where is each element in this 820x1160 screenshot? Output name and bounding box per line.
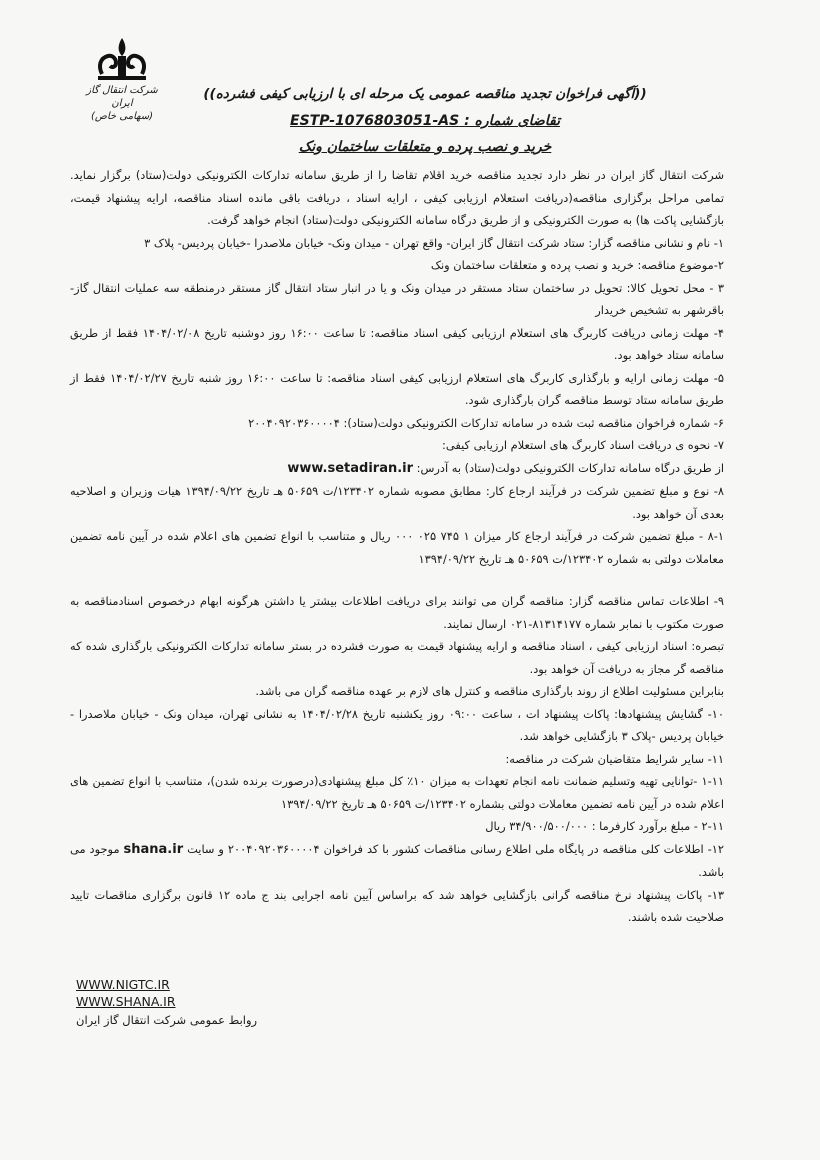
spacer [70, 570, 724, 590]
tender-subject: خرید و نصب پرده و متعلقات ساختمان ونک [298, 139, 552, 155]
item-9: ۹- اطلاعات تماس مناقصه گزار: مناقصه گران می توانند برای دریافت اطلاعات بیشتر یا داشتن هرگونه ابهام درخصوص اسنادمناقصه به صورت مکتوب با نمابر شماره ۸۱۳۱۴۱۷۷-۰۲۱ ارسال نمایند. [70, 594, 724, 631]
footer [76, 976, 257, 1029]
notice-body [70, 164, 724, 929]
item-3: ۳ - محل تحویل کالا: تحویل در ساختمان ستاد مستقر در میدان ونک و یا در انبار ستاد انتقال گاز مستقر درمنطقه سه عملیات انتقال گاز-باقرشهر به تشخیص خریدار [70, 280, 724, 317]
item-12 [70, 838, 724, 884]
request-code: ESTP-1076803051-AS [290, 113, 460, 129]
shana-link[interactable]: WWW.SHANA.IR [76, 994, 176, 1009]
intro-paragraph: شرکت انتقال گاز ایران در نظر دارد تجدید مناقصه خرید اقلام تقاضا را از طریق سامانه تدارکات الکترونیکی دولت(ستاد) برگزار نماید. تمامی مراحل برگزاری مناقصه(دریافت استعلام ارزیابی کیفی ، ارایه اسناد ، دریافت باقی مانده اسناد مناقصه، ارایه پیشنهاد قیمت، بازگشایی پاکت ها) به صورت الکترونیکی و از طریق درگاه سامانه الکترونیکی دولت(ستاد) انجام خواهد گرفت. [70, 168, 724, 227]
item-8-1: ۸-۱ - مبلغ تضمین شرکت در فرآیند ارجاع کار میزان ۱ ۷۴۵ ۰۲۵ ۰۰۰ ریال و متناسب با انواع تضمین های اعلام شده در آیین نامه تضمین معاملات دولتی به شماره ۱۲۳۴۰۲/ت ۵۰۶۵۹ هـ تاریخ ۱۳۹۴/۰۹/۲۲ [70, 529, 724, 566]
item-12-text: ۱۲- اطلاعات کلی مناقصه در پایگاه ملی اطلاع رسانی مناقصات کشور با کد فراخوان ۲۰۰۴۰۹۲۰۳۶۰۰۰۰۴ و سایت [187, 841, 724, 856]
item-11-2: ۲-۱۱ - مبلغ برآورد کارفرما : ۳۴/۹۰۰/۵۰۰/۰۰۰ ریال [485, 819, 724, 833]
logo-company-text: شرکت انتقال گاز ایران [86, 85, 158, 109]
item-5: ۵- مهلت زمانی ارایه و بارگذاری کاربرگ های استعلام ارزیابی کیفی اسناد مناقصه: تا ساعت ۱۶:۰۰ روز شنبه تاریخ ۱۴۰۴/۰۲/۲۷ فقط از طریق سامانه ستاد توسط مناقصه گران بارگذاری شود. [70, 370, 724, 407]
item-2: ۲-موضوع مناقصه: خرید و نصب پرده و متعلقات ساختمان ونک [430, 258, 724, 272]
item-10: ۱۰- گشایش پیشنهادها: پاکات پیشنهاد ات ، ساعت ۰۹:۰۰ روز یکشنبه تاریخ ۱۴۰۴/۰۲/۲۸ به نشانی تهران، میدان ونک - خیابان ملاصدرا - خیابان پردیس -پلاک ۳ بازگشایی خواهد شد. [70, 706, 724, 743]
request-label: تقاضای شماره : [464, 113, 560, 129]
item-1: ۱- نام و نشانی مناقصه گزار: ستاد شرکت انتقال گاز ایران- واقع تهران - میدان ونک- خیابان ملاصدرا -خیابان پردیس- پلاک ۳ [144, 235, 724, 250]
item-7-setad-line [70, 457, 724, 481]
item-8: ۸- نوع و مبلغ تضمین شرکت در فرآیند ارجاع کار: مطابق مصوبه شماره ۱۲۳۴۰۲/ت ۵۰۶۵۹ هـ تاریخ ۱۳۹۴/۰۹/۲۲ هیات وزیران و اصلاحیه بعدی آن خواهد بود. [70, 484, 725, 521]
item-7: ۷- نحوه ی دریافت اسناد کاربرگ های استعلام ارزیابی کیفی: [442, 438, 724, 452]
company-logo [82, 36, 162, 123]
item-4: ۴- مهلت زمانی دریافت کاربرگ های استعلام ارزیابی کیفی اسناد مناقصه: تا ساعت ۱۶:۰۰ روز دوشنبه تاریخ ۱۴۰۴/۰۲/۰۸ فقط از طریق سامانه ستاد خواهد بود. [70, 325, 724, 362]
item-11: ۱۱- سایر شرایط متقاضیان شرکت در مناقصه: [505, 751, 724, 766]
item-12-tail: موجود می باشد. [70, 841, 724, 879]
responsibility-paragraph: بنابراین مسئولیت اطلاع از روند بارگذاری مناقصه و کنترل های لازم بر عهده مناقصه گران می باشد. [255, 684, 724, 698]
item-11-1: ۱-۱۱ -توانایی تهیه وتسلیم ضمانت نامه انجام تعهدات به میزان ۱۰٪ کل مبلغ پیشنهادی(درصورت برنده شدن)، متناسب با انواع تضمین های اعلام شده در آیین نامه تضمین معاملات دولتی بشماره ۱۲۳۴۰۲/ت ۵۰۶۵۹ هـ تاریخ ۱۳۹۴/۰۹/۲۲ [70, 774, 724, 811]
public-relations-signature: روابط عمومی شرکت انتقال گاز ایران [76, 1013, 258, 1027]
item-6: ۶- شماره فراخوان مناقصه ثبت شده در سامانه تدارکات الکترونیکی دولت(ستاد): ۲۰۰۴۰۹۲۰۳۶۰۰۰۰۴ [248, 415, 724, 430]
shana-url-link[interactable]: shana.ir [123, 841, 184, 857]
notice-title: ((آگهی فراخوان تجدید مناقصه عمومی یک مرحله ای با ارزیابی کیفی فشرده)) [203, 86, 647, 102]
setad-url-link[interactable]: www.setadiran.ir [287, 460, 414, 476]
item-13: ۱۳- پاکات پیشنهاد نرخ مناقصه گرانی بازگشایی خواهد شد که براساس آیین نامه اجرایی بند ج ماده ۱۲ قانون برگزاری مناقصات تایید صلاحیت شده باشند. [70, 887, 724, 924]
setad-line-text: از طریق درگاه سامانه تدارکات الکترونیکی دولت(ستاد) به آدرس: [416, 460, 724, 475]
nigtc-link[interactable]: WWW.NIGTC.IR [76, 977, 170, 992]
request-number [180, 113, 670, 129]
logo-type-text: (سهامی خاص) [90, 111, 154, 122]
note-paragraph: تبصره: اسناد ارزیابی کیفی ، اسناد مناقصه و ارایه پیشنهاد قیمت به صورت فشرده در بستر سامانه تدارکات الکترونیکی بارگذاری شده که مناقصه گر مجاز به دریافت آن خواهد بود. [70, 639, 724, 676]
gas-flame-logo-icon [94, 36, 150, 84]
